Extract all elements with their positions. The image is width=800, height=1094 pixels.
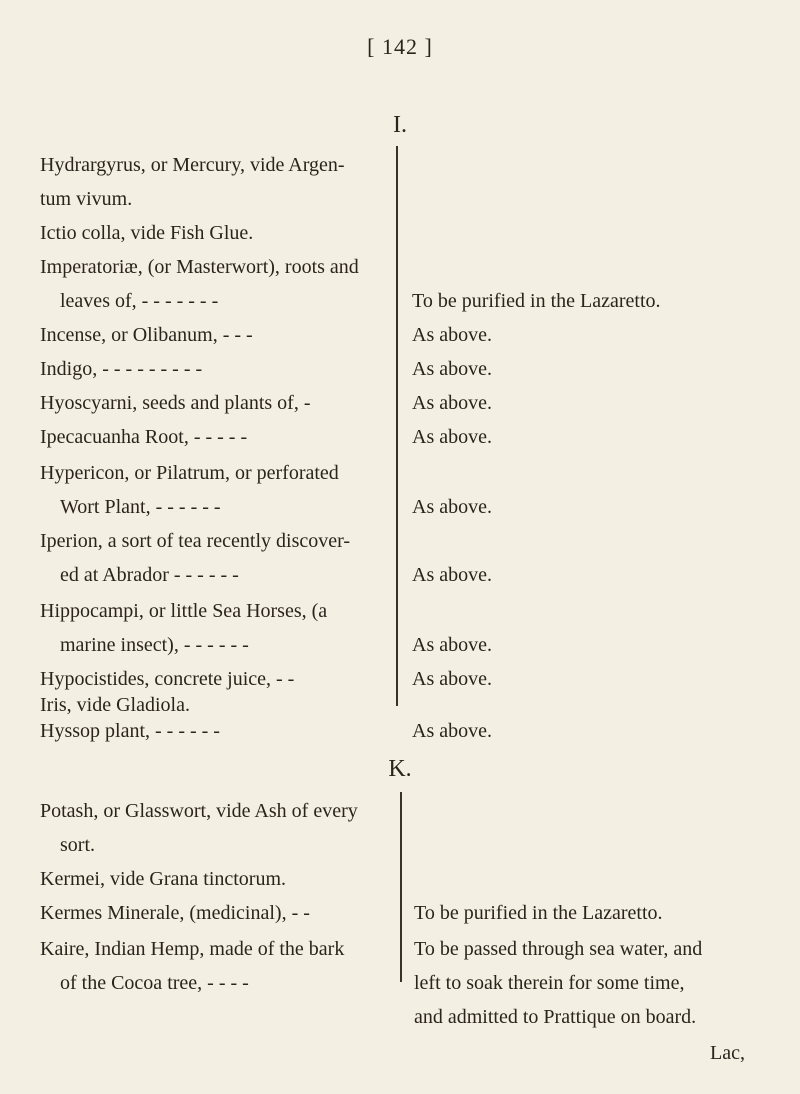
entry-line: Iris, vide Gladiola. (40, 694, 190, 716)
entry-note: To be purified in the Lazaretto. (412, 290, 661, 312)
entry-line: Iperion, a sort of tea recently discover- (40, 530, 351, 552)
entry-note: and admitted to Prattique on board. (414, 1006, 697, 1028)
entry-line: leaves of, - - - - - - - (60, 290, 219, 312)
entry-line: sort. (60, 834, 95, 856)
entry-line: Ipecacuanha Root, - - - - - (40, 426, 248, 448)
entry-line: Hypocistides, concrete juice, - - (40, 668, 295, 690)
entry-line: marine insect), - - - - - - (60, 634, 249, 656)
entry-line: tum vivum. (40, 188, 133, 210)
entry-line: Indigo, - - - - - - - - - (40, 358, 203, 380)
entry-line: Kermei, vide Grana tinctorum. (40, 868, 287, 890)
entry-note: As above. (412, 426, 492, 448)
entry-note: As above. (412, 720, 492, 742)
entry-note: As above. (412, 358, 492, 380)
entry-line: Hypericon, or Pilatrum, or perforated (40, 462, 339, 484)
section-heading-i: I. (393, 112, 407, 138)
entry-note: As above. (412, 496, 492, 518)
entry-line: Kermes Minerale, (medicinal), - - (40, 902, 310, 924)
entry-note: To be passed through sea water, and (414, 938, 703, 960)
page-number: [ 142 ] (367, 34, 433, 59)
entry-note: As above. (412, 564, 492, 586)
entry-line: Wort Plant, - - - - - - (60, 496, 221, 518)
entry-line: Hydrargyrus, or Mercury, vide Argen- (40, 154, 345, 176)
entry-line: Potash, or Glasswort, vide Ash of every (40, 800, 358, 822)
entry-line: of the Cocoa tree, - - - - (60, 972, 249, 994)
entry-note: As above. (412, 634, 492, 656)
entry-line: Imperatoriæ, (or Masterwort), roots and (40, 256, 359, 278)
entry-line: Hyoscyarni, seeds and plants of, - (40, 392, 311, 414)
column-rule (400, 792, 402, 982)
entry-line: Kaire, Indian Hemp, made of the bark (40, 938, 345, 960)
section-heading-k: K. (388, 756, 412, 782)
entry-note: To be purified in the Lazaretto. (414, 902, 663, 924)
entry-note: As above. (412, 324, 492, 346)
entry-line: ed at Abrador - - - - - - (60, 564, 239, 586)
entry-line: Ictio colla, vide Fish Glue. (40, 222, 254, 244)
entry-line: Incense, or Olibanum, - - - (40, 324, 253, 346)
entry-note: left to soak therein for some time, (414, 972, 685, 994)
entry-line: Hyssop plant, - - - - - - (40, 720, 220, 742)
entry-line: Hippocampi, or little Sea Horses, (a (40, 600, 328, 622)
entry-note: As above. (412, 392, 492, 414)
column-rule (396, 146, 398, 706)
entry-note: As above. (412, 668, 492, 690)
catchword: Lac, (710, 1042, 745, 1064)
